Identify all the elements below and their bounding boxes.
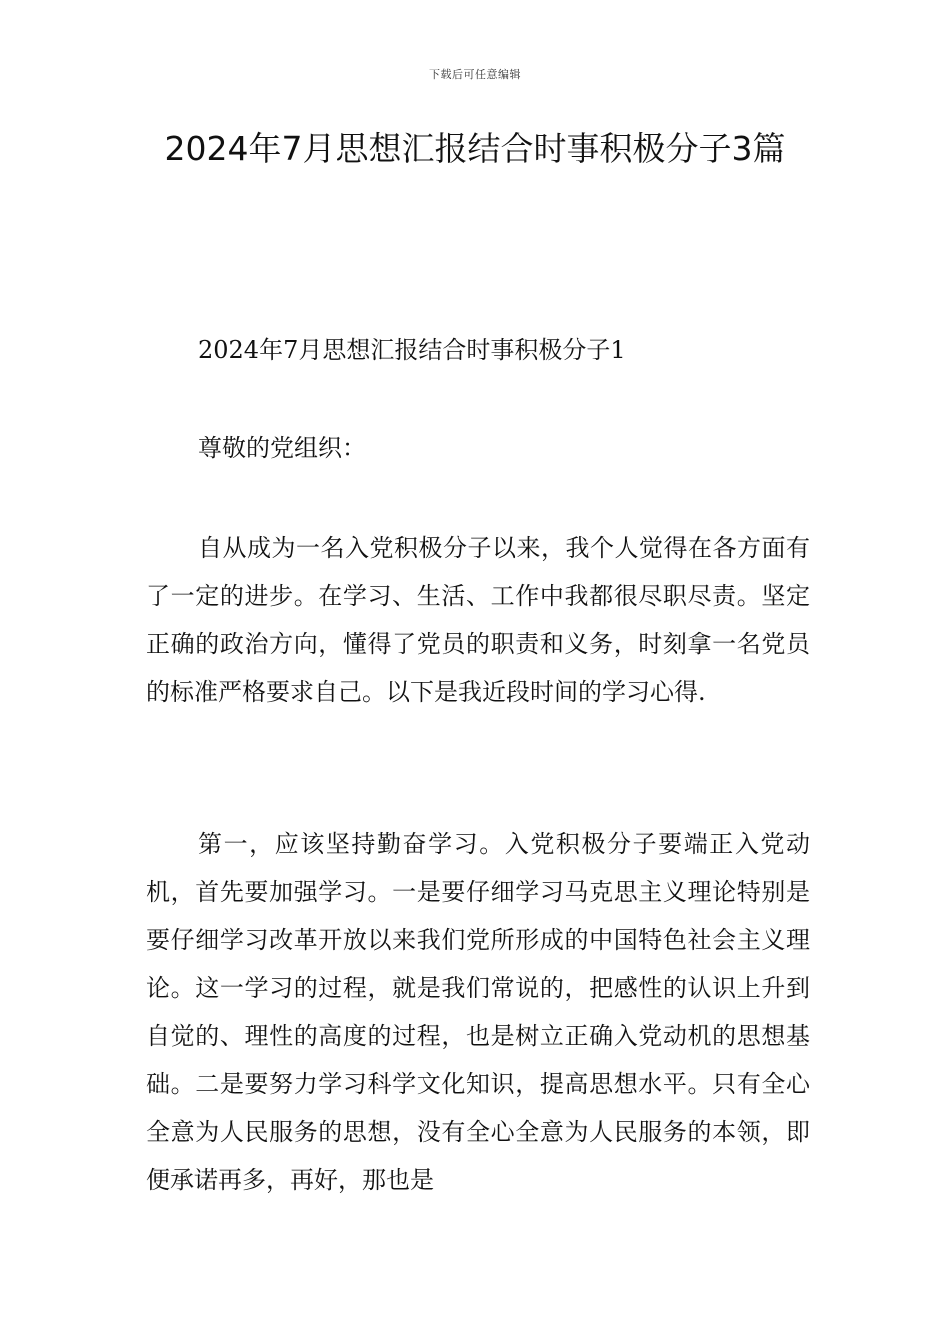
section-subtitle: 2024年7月思想汇报结合时事积极分子1: [198, 336, 626, 364]
header-note: 下载后可任意编辑: [429, 68, 521, 81]
body-paragraph: 第一，应该坚持勤奋学习。入党积极分子要端正入党动机，首先要加强学习。一是要仔细学习马克思主义理论特别是要仔细学习改革开放以来我们党所形成的中国特色社会主义理论。这一学习的过程，就是我们常说的，把感性的认识上升到自觉的、理性的高度的过程，也是树立正确入党动机的思想基础。二是要努力学习科学文化知识，提高思想水平。只有全心全意为人民服务的思想，没有全心全意为人民服务的本领，即便承诺再多，再好，那也是: [146, 830, 810, 1194]
salutation: 尊敬的党组织：: [198, 434, 366, 462]
body-paragraph: 自从成为一名入党积极分子以来，我个人觉得在各方面有了一定的进步。在学习、生活、工作中我都很尽职尽责。坚定正确的政治方向，懂得了党员的职责和义务，时刻拿一名党员的标准严格要求自己。以下是我近段时间的学习心得.: [146, 534, 810, 706]
document-title: 2024年7月思想汇报结合时事积极分子3篇: [164, 129, 786, 168]
